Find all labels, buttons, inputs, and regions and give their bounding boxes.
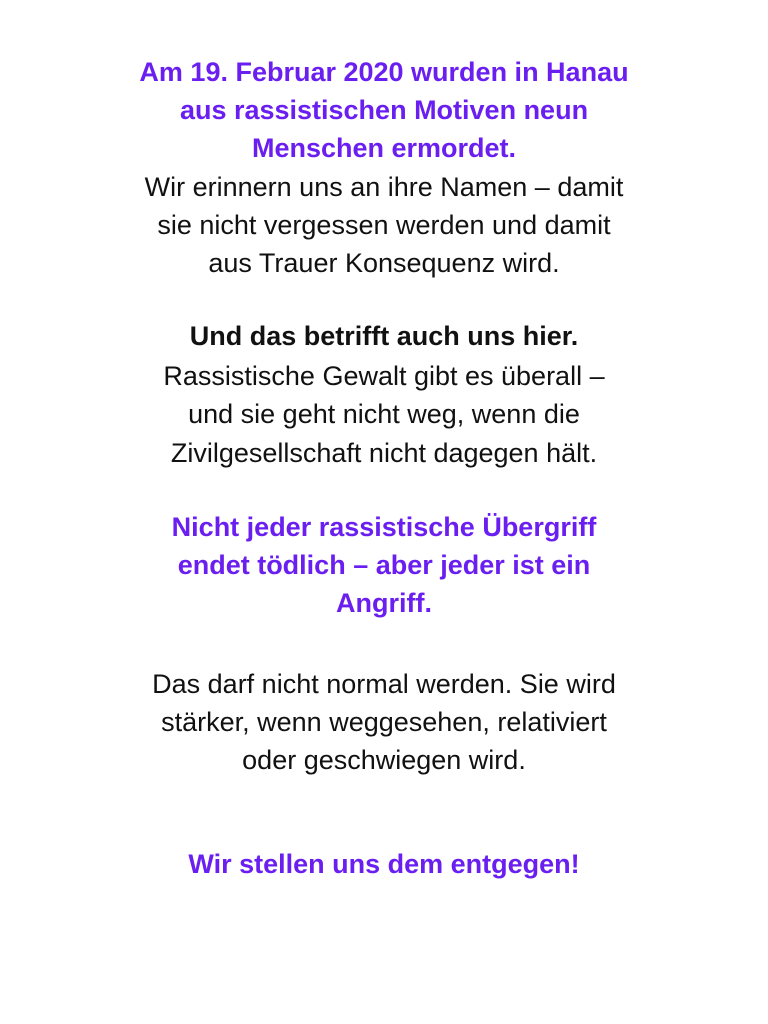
intro-heading-line-3: Menschen ermordet.: [251, 133, 517, 163]
intro-body-line-2: sie nicht vergessen werden und damit: [157, 210, 611, 240]
local-heading: Und das betrifft auch uns hier.: [189, 321, 579, 351]
normalization-body-line-2: stärker, wenn weggesehen, relativiert: [161, 707, 607, 737]
intro-body-line-3: aus Trauer Konsequenz wird.: [208, 248, 560, 278]
intro-heading-line-1: Am 19. Februar 2020 wurden in Hanau: [139, 57, 629, 87]
normalization-body-line-1: Das darf nicht normal werden. Sie wird: [152, 669, 616, 699]
attack-heading-line-2: endet tödlich – aber jeder ist ein: [177, 550, 591, 580]
intro-heading-line-2: aus rassistischen Motiven neun: [179, 95, 589, 125]
intro-body-line-1: Wir erinnern uns an ihre Namen – damit: [144, 172, 624, 202]
attack-heading-line-3: Angriff.: [336, 588, 432, 618]
closing-statement: Wir stellen uns dem entgegen!: [188, 849, 580, 879]
local-body-line-3: Zivilgesellschaft nicht dagegen hält.: [170, 438, 598, 468]
attack-heading-line-1: Nicht jeder rassistische Übergriff: [171, 512, 597, 542]
local-body-line-1: Rassistische Gewalt gibt es überall –: [163, 361, 605, 391]
local-body-line-2: und sie geht nicht weg, wenn die: [188, 399, 580, 429]
normalization-body-line-3: oder geschwiegen wird.: [242, 745, 526, 775]
